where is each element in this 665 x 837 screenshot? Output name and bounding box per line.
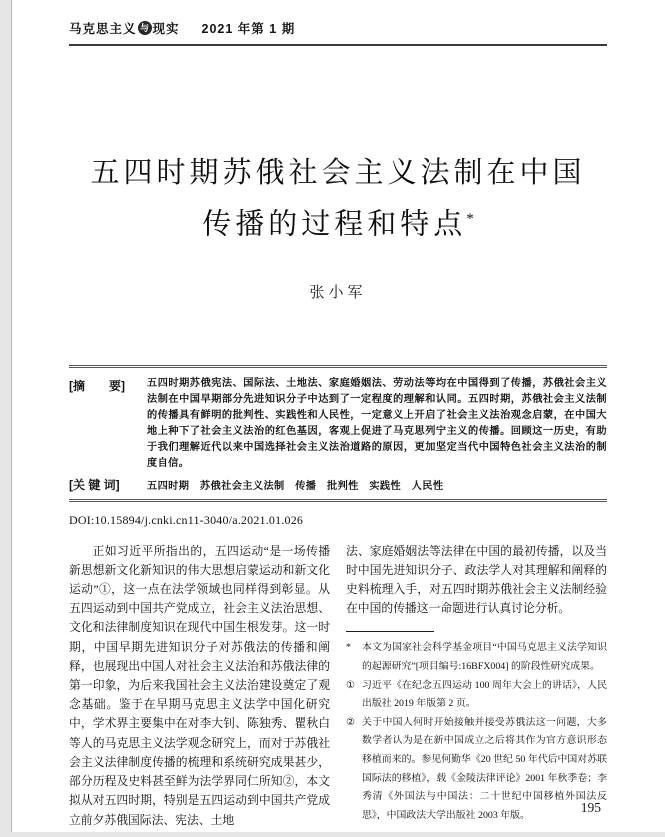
footnote-separator (346, 631, 434, 632)
author-name: 张小军 (309, 284, 367, 301)
journal-name-left: 马克思主义 (69, 22, 137, 36)
article-title (69, 150, 607, 248)
footnote-item (346, 639, 607, 676)
footnote-marker: ① (346, 679, 355, 691)
title-note-mark: * (466, 211, 474, 227)
abstract-row (69, 376, 607, 472)
footnote-text: 本文为国家社会科学基金项目“中国马克思主义法学知识的起源研究”[项目编号:16BFX004] 的阶段性研究成果。 (362, 642, 607, 673)
footnote-marker: * (346, 642, 351, 654)
footnotes (346, 639, 607, 825)
keywords-label: [关 键 词] (69, 477, 120, 492)
journal-name (69, 19, 180, 37)
page-sheet (11, 0, 665, 832)
footnote-item (346, 714, 607, 826)
footnote-text: 关于中国人何时开始接触并接受苏俄法这一问题，大多数学者认为是在新中国成立之后将其作为官方意识形态移植而来的。参见何勤华《20 世纪 50 年代后中国对苏联国际法的移植》，载《金陵法律评论》2001 年秋季卷；李秀清《外国法与中国法：二十世纪中国移植外国法反思》，中国政法大学出版社 2003 年版。 (362, 716, 607, 821)
keywords-text: 五四时期 苏俄社会主义法制 传播 批判性 实践性 人民性 (147, 480, 444, 492)
issue-label: 2021 年第 1 期 (201, 22, 296, 36)
article-body (69, 542, 607, 830)
page-number: 195 (580, 800, 601, 815)
body-right-column (346, 542, 607, 830)
body-paragraph-left: 正如习近平所指出的，五四运动“是一场传播新思想新文化新知识的伟大思想启蒙运动和新文化运动”①，这一点在法学领域也同样得到彰显。从五四运动到中国共产党成立，社会主义法治思想、文化和法律制度知识在现代中国生根发芽。这一时期，中国早期先进知识分子对苏俄法的传播和阐释，也展现出中国人对社会主义法治和苏俄法律的第一印象，为后来我国社会主义法治建设奠定了观念基础。鉴于在早期马克思主义法学中国化研究中，学术界主要集中在对李大钊、陈独秀、瞿秋白等人的马克思主义法学观念研究上，而对于苏俄社会主义法律制度传播的梳理和系统研究成果甚少，部分历程及史料甚至鲜为法学界同仁所知②，本文拟从对五四时期，特别是五四运动到中国共产党成立前夕苏俄国际法、宪法、土地 (69, 543, 330, 827)
journal-logo-icon: 与 (138, 21, 152, 35)
footnote-text: 习近平《在纪念五四运动 100 周年大会上的讲话》，人民出版社 2019 年版第 2 页。 (362, 679, 607, 710)
title-line-1: 五四时期苏俄社会主义法制在中国 (90, 157, 586, 189)
abstract-text: 五四时期苏俄宪法、国际法、土地法、家庭婚姻法、劳动法等均在中国得到了传播，苏俄社会主义法制在中国早期部分先进知识分子中达到了一定程度的理解和认同。五四时期，苏俄社会主义法制的传播具有鲜明的批判性、实践性和人民性，一定意义上开启了社会主义法治观念启蒙，在中国大地上种下了社会主义法治的红色基因，客观上促进了马克思列宁主义的传播。回顾这一历史，有助于我们理解近代以来中国选择社会主义法治道路的原因，更加坚定当代中国特色社会主义法治的制度自信。 (147, 377, 607, 469)
title-line-2: 传播的过程和特点* (202, 208, 474, 241)
doi-line: DOI:10.15894/j.cnki.cn11-3040/a.2021.01.026 (69, 512, 304, 527)
footnote-item (346, 677, 607, 714)
body-paragraph-right: 法、家庭婚姻法等法律在中国的最初传播，以及当时中国先进知识分子、政法学人对其理解和阐释的史料梳理入手，对五四时期苏俄社会主义法制经验在中国的传播这一命题进行认真讨论分析。 (346, 543, 607, 616)
abstract-block (69, 365, 607, 502)
abstract-label: [摘 要] (69, 378, 125, 393)
journal-name-right: 现实 (152, 22, 180, 36)
journal-header (69, 0, 607, 46)
body-left-column (69, 542, 330, 830)
footnote-marker: ② (346, 716, 355, 728)
keywords-row (69, 475, 607, 493)
